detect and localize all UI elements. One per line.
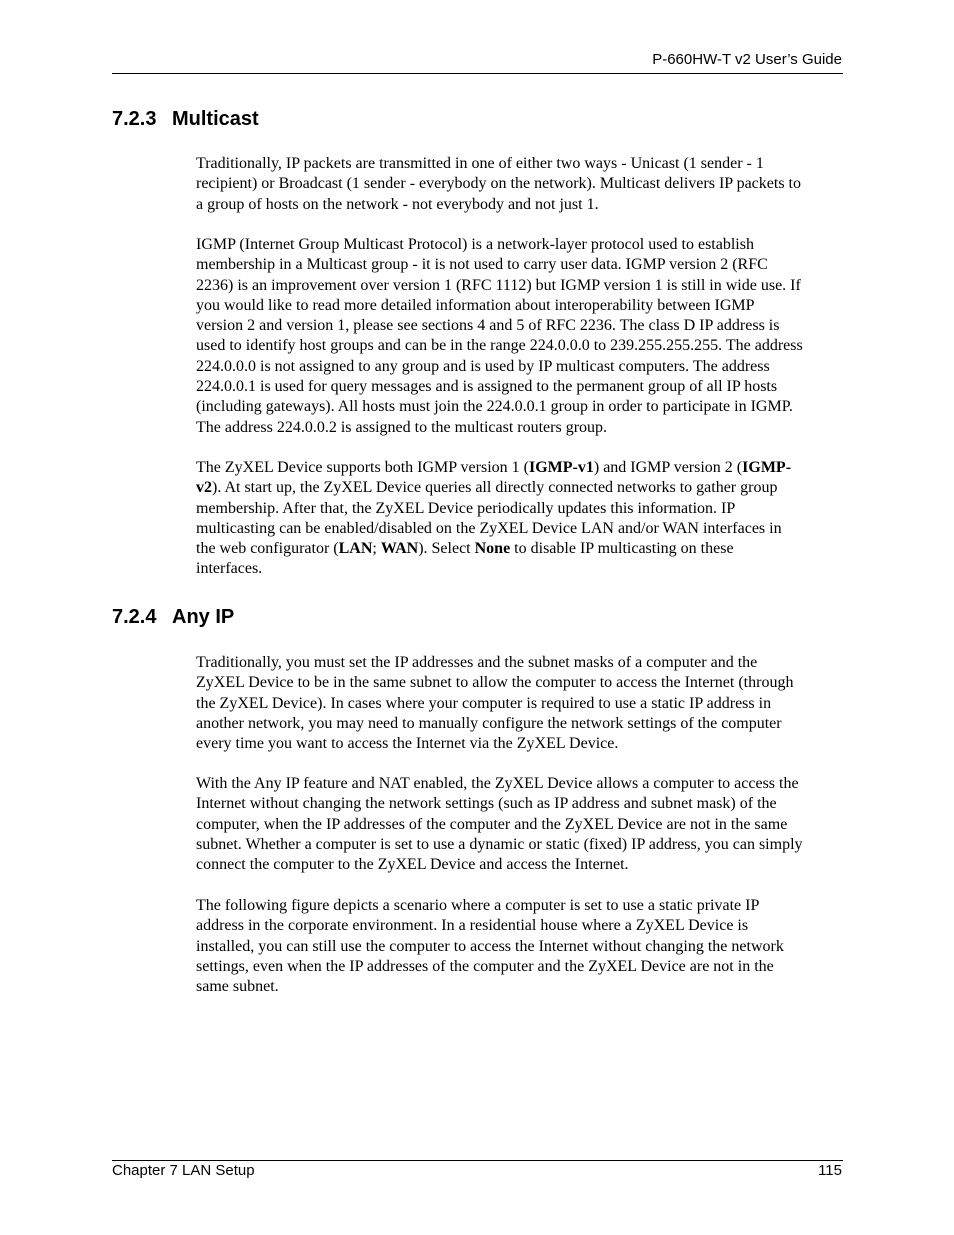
text-line: The following figure depicts a scenario where a computer is set to use a static private IP xyxy=(196,897,760,914)
footer-chapter: Chapter 7 LAN Setup xyxy=(112,1162,255,1179)
multicast-paragraph-3 xyxy=(196,458,842,580)
bold-term: WAN xyxy=(380,540,419,558)
text-line: version 2 and version 1, please see sections 4 and 5 of RFC 2236. The class D IP address is xyxy=(196,317,780,335)
text-line: 224.0.0.0 is not assigned to any group and is used by IP multicast computers. The address xyxy=(196,357,770,375)
text-line: a group of hosts on the network - not everybody and not just 1. xyxy=(196,195,599,213)
section-number: 7.2.4 xyxy=(112,606,157,628)
text-line: membership in a Multicast group - it is not used to carry user data. IGMP version 2 (RFC xyxy=(196,256,768,274)
text-run: The ZyXEL Device supports both IGMP version 1 ( xyxy=(196,459,529,476)
text-line: subnet. Whether a computer is set to use a dynamic or static (fixed) IP address, you can simply xyxy=(196,835,803,853)
section-heading-any-ip xyxy=(112,605,234,629)
multicast-paragraph-2 xyxy=(196,235,842,438)
bold-term: IGMP- xyxy=(742,459,792,476)
footer-page-number: 115 xyxy=(818,1162,842,1179)
text-line: (including gateways). All hosts must join the 224.0.0.1 group in order to participate in IGMP. xyxy=(196,398,793,416)
text-line: address in the corporate environment. In a residential house where a ZyXEL Device is xyxy=(196,917,749,935)
text-run: ). Select xyxy=(418,540,475,558)
multicast-paragraph-1 xyxy=(196,154,842,215)
running-header: P-660HW-T v2 User’s Guide xyxy=(652,51,842,68)
section-heading-multicast xyxy=(112,107,259,131)
text-line: interfaces. xyxy=(196,560,263,578)
text-line: connect the computer to the ZyXEL Device and access the Internet. xyxy=(196,856,629,874)
text-line: Internet without changing the network settings (such as IP address and subnet mask) of the xyxy=(196,795,777,813)
text-line: the ZyXEL Device). In cases where your computer is required to use a static IP address in xyxy=(196,694,772,712)
text-line: same subnet. xyxy=(196,978,279,996)
text-run: ) and IGMP version 2 ( xyxy=(593,459,743,476)
text-line: installed, you can still use the computer to access the Internet without changing the network xyxy=(196,937,784,955)
text-line: recipient) or Broadcast (1 sender - everybody on the network). Multicast delivers IP packets to xyxy=(196,175,801,193)
text-line: The address 224.0.0.2 is assigned to the multicast routers group. xyxy=(196,418,608,436)
section-number: 7.2.3 xyxy=(112,108,157,130)
text-line xyxy=(196,478,842,498)
text-line: multicasting can be enabled/disabled on the ZyXEL Device LAN and/or WAN interfaces in xyxy=(196,519,782,537)
footer-rule xyxy=(112,1160,843,1161)
text-line: ZyXEL Device to be in the same subnet to allow the computer to access the Internet (through xyxy=(196,674,794,692)
text-line: computer, when the IP addresses of the computer and the ZyXEL Device are not in the same xyxy=(196,815,788,833)
text-line: another network, you may need to manually configure the network settings of the computer xyxy=(196,714,782,732)
text-line: used to identify host groups and can be in the range 224.0.0.0 to 239.255.255.255. The address xyxy=(196,337,803,355)
text-line: With the Any IP feature and NAT enabled, the ZyXEL Device allows a computer to access the xyxy=(196,775,799,792)
bold-term: LAN xyxy=(338,540,373,558)
any-ip-paragraph-1 xyxy=(196,653,842,754)
text-line: membership. After that, the ZyXEL Device periodically updates this information. IP xyxy=(196,499,736,517)
text-run: the web configurator ( xyxy=(196,540,339,558)
section-title: Any IP xyxy=(172,606,235,628)
text-line: you would like to read more detailed information about interoperability between IGMP xyxy=(196,296,755,314)
bold-term: None xyxy=(474,540,511,558)
text-line: Traditionally, you must set the IP addresses and the subnet masks of a computer and the xyxy=(196,654,758,671)
text-run: to disable IP multicasting on these xyxy=(510,540,734,558)
section-title: Multicast xyxy=(172,108,259,130)
text-line: Traditionally, IP packets are transmitted in one of either two ways - Unicast (1 sender - 1 xyxy=(196,155,764,172)
bold-term: IGMP-v1 xyxy=(528,459,594,476)
text-line xyxy=(196,539,842,559)
any-ip-paragraph-3 xyxy=(196,896,842,997)
text-run: ). At start up, the ZyXEL Device queries all directly connected networks to gather group xyxy=(212,479,778,497)
header-rule xyxy=(112,73,843,74)
bold-term: v2 xyxy=(196,479,212,497)
text-line: every time you want to access the Internet via the ZyXEL Device. xyxy=(196,735,619,753)
text-run: ; xyxy=(372,540,381,558)
text-line xyxy=(196,458,842,478)
text-line: settings, even when the IP addresses of the computer and the ZyXEL Device are not in the xyxy=(196,957,774,975)
text-line: 2236) is an improvement over version 1 (RFC 1112) but IGMP version 1 is still in wide use. If xyxy=(196,276,801,294)
text-line: 224.0.0.1 is used for query messages and is assigned to the permanent group of all IP hosts xyxy=(196,378,778,396)
any-ip-paragraph-2 xyxy=(196,774,842,875)
text-line: IGMP (Internet Group Multicast Protocol) is a network-layer protocol used to establish xyxy=(196,236,754,253)
